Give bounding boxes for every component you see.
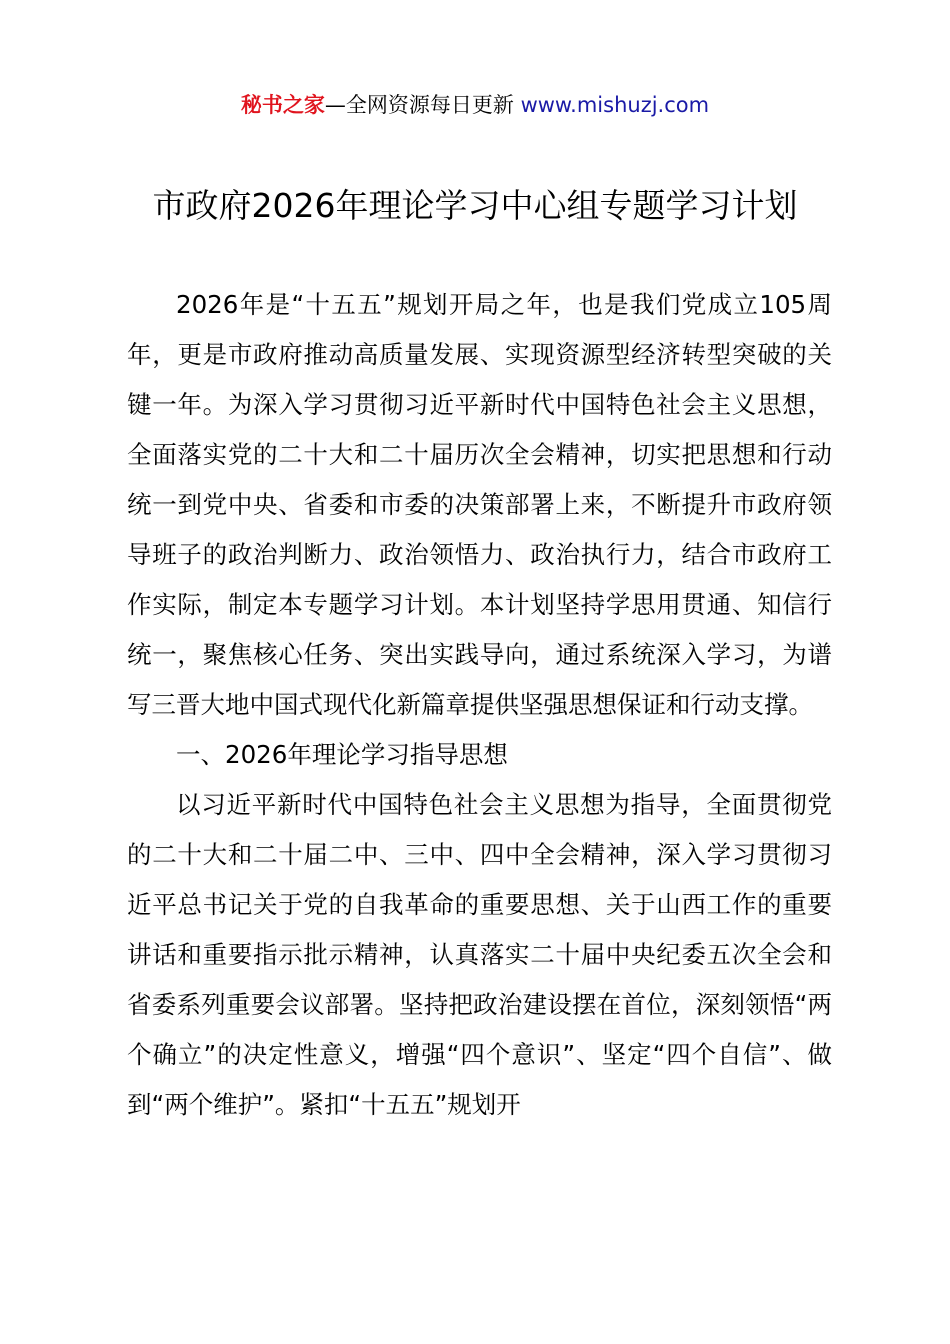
site-header — [0, 86, 950, 124]
document-title: 市政府2026年理论学习中心组专题学习计划 — [152, 186, 798, 225]
intro-paragraph: 2026年是“十五五”规划开局之年，也是我们党成立105周年，更是市政府推动高质量发展、实现资源型经济转型突破的关键一年。为深入学习贯彻习近平新时代中国特色社会主义思想，全面落实党的二十大和二十届历次全会精神，切实把思想和行动统一到党中央、省委和市委的决策部署上来，不断提升市政府领导班子的政治判断力、政治领悟力、政治执行力，结合市政府工作实际，制定本专题学习计划。本计划坚持学思用贯通、知信行统一，聚焦核心任务、突出实践导向，通过系统深入学习，为谱写三晋大地中国式现代化新篇章提供坚强思想保证和行动支撑。 — [127, 290, 832, 719]
site-url-link[interactable]: www.mishuzj.com — [520, 93, 710, 117]
document-body — [127, 280, 832, 1130]
section-heading-1: 一、2026年理论学习指导思想 — [176, 740, 508, 769]
header-tagline: —全网资源每日更新 — [324, 93, 521, 117]
brand-name: 秘书之家 — [240, 93, 325, 117]
section-paragraph-1: 以习近平新时代中国特色社会主义思想为指导，全面贯彻党的二十大和二十届二中、三中、四中全会精神，深入学习贯彻习近平总书记关于党的自我革命的重要思想、关于山西工作的重要讲话和重要指示批示精神，认真落实二十届中央纪委五次全会和省委系列重要会议部署。坚持把政治建设摆在首位，深刻领悟“两个确立”的决定性意义，增强“四个意识”、坚定“四个自信”、做到“两个维护”。紧扣“十五五”规划开 — [127, 790, 832, 1119]
